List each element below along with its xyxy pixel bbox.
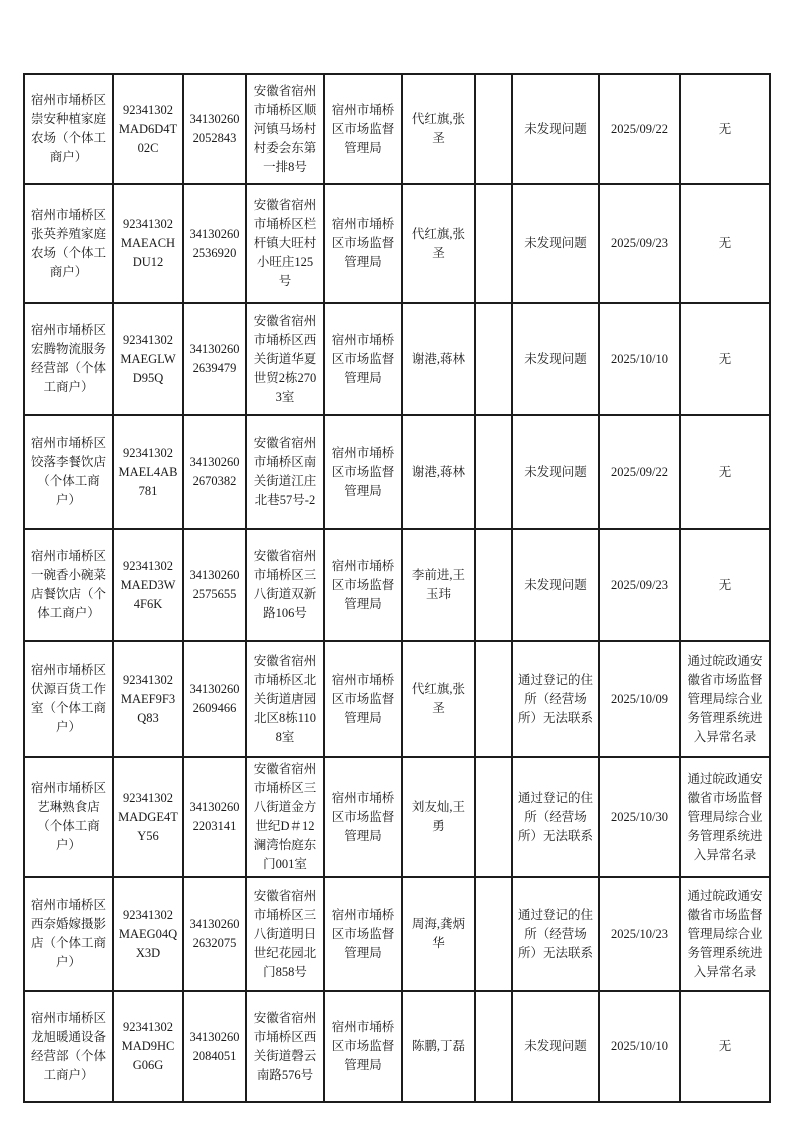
- cell-blank: [475, 74, 512, 184]
- cell-registration-number: 341302602670382: [183, 415, 246, 529]
- cell-inspection-authority: 宿州市埇桥区市场监督管理局: [324, 641, 402, 757]
- cell-business-name: 宿州市埇桥区艺琳熟食店（个体工商户）: [24, 757, 113, 877]
- cell-credit-code: 92341302MAEG04QX3D: [113, 877, 183, 991]
- cell-inspection-authority: 宿州市埇桥区市场监督管理局: [324, 184, 402, 303]
- cell-remark: 通过皖政通安徽省市场监督管理局综合业务管理系统进入异常名录: [680, 877, 770, 991]
- table-row: [24, 877, 770, 991]
- table-row: [24, 415, 770, 529]
- cell-registration-number: 341302602632075: [183, 877, 246, 991]
- cell-inspectors: 刘友灿,王勇: [402, 757, 475, 877]
- cell-inspection-authority: 宿州市埇桥区市场监督管理局: [324, 757, 402, 877]
- cell-inspection-date: 2025/10/30: [599, 757, 680, 877]
- cell-registration-number: 341302602536920: [183, 184, 246, 303]
- cell-inspection-date: 2025/09/22: [599, 415, 680, 529]
- cell-credit-code: 92341302MAD9HCG06G: [113, 991, 183, 1102]
- cell-blank: [475, 757, 512, 877]
- cell-business-name: 宿州市埇桥区一碗香小碗菜店餐饮店（个体工商户）: [24, 529, 113, 641]
- cell-credit-code: 92341302MAEL4AB781: [113, 415, 183, 529]
- cell-credit-code: 92341302MADGE4TY56: [113, 757, 183, 877]
- cell-blank: [475, 641, 512, 757]
- cell-address: 安徽省宿州市埇桥区顺河镇马场村村委会东第一排8号: [246, 74, 324, 184]
- cell-credit-code: 92341302MAEF9F3Q83: [113, 641, 183, 757]
- cell-inspection-result: 通过登记的住所（经营场所）无法联系: [512, 877, 599, 991]
- cell-credit-code: 92341302MAEACHDU12: [113, 184, 183, 303]
- cell-remark: 通过皖政通安徽省市场监督管理局综合业务管理系统进入异常名录: [680, 641, 770, 757]
- table-row: [24, 991, 770, 1102]
- cell-address: 安徽省宿州市埇桥区北关街道唐园北区8栋1108室: [246, 641, 324, 757]
- cell-inspection-date: 2025/09/22: [599, 74, 680, 184]
- cell-remark: 无: [680, 415, 770, 529]
- cell-blank: [475, 991, 512, 1102]
- cell-business-name: 宿州市埇桥区崇安种植家庭农场（个体工商户）: [24, 74, 113, 184]
- cell-inspection-result: 通过登记的住所（经营场所）无法联系: [512, 757, 599, 877]
- cell-inspectors: 陈鹏,丁磊: [402, 991, 475, 1102]
- cell-business-name: 宿州市埇桥区龙旭暖通设备经营部（个体工商户）: [24, 991, 113, 1102]
- cell-inspection-result: 未发现问题: [512, 415, 599, 529]
- cell-blank: [475, 415, 512, 529]
- cell-blank: [475, 303, 512, 415]
- cell-address: 安徽省宿州市埇桥区南关街道江庄北巷57号-2: [246, 415, 324, 529]
- cell-remark: 无: [680, 991, 770, 1102]
- cell-inspectors: 代红旗,张圣: [402, 184, 475, 303]
- cell-inspection-result: 未发现问题: [512, 303, 599, 415]
- cell-inspection-authority: 宿州市埇桥区市场监督管理局: [324, 303, 402, 415]
- inspection-results-table: [23, 73, 771, 1103]
- cell-inspection-date: 2025/10/10: [599, 991, 680, 1102]
- cell-business-name: 宿州市埇桥区西奈婚嫁摄影店（个体工商户）: [24, 877, 113, 991]
- cell-inspectors: 代红旗,张圣: [402, 641, 475, 757]
- cell-business-name: 宿州市埇桥区饺落李餐饮店（个体工商户）: [24, 415, 113, 529]
- cell-registration-number: 341302602203141: [183, 757, 246, 877]
- cell-address: 安徽省宿州市埇桥区西关街道磬云南路576号: [246, 991, 324, 1102]
- cell-address: 安徽省宿州市埇桥区三八街道双新路106号: [246, 529, 324, 641]
- cell-registration-number: 341302602609466: [183, 641, 246, 757]
- table-row: [24, 303, 770, 415]
- cell-blank: [475, 877, 512, 991]
- cell-remark: 无: [680, 303, 770, 415]
- cell-registration-number: 341302602052843: [183, 74, 246, 184]
- cell-remark: 通过皖政通安徽省市场监督管理局综合业务管理系统进入异常名录: [680, 757, 770, 877]
- cell-inspection-authority: 宿州市埇桥区市场监督管理局: [324, 529, 402, 641]
- table-row: [24, 641, 770, 757]
- cell-inspection-authority: 宿州市埇桥区市场监督管理局: [324, 74, 402, 184]
- cell-blank: [475, 529, 512, 641]
- cell-inspection-result: 未发现问题: [512, 529, 599, 641]
- cell-inspectors: 谢港,蒋林: [402, 303, 475, 415]
- cell-inspection-date: 2025/10/10: [599, 303, 680, 415]
- table-row: [24, 529, 770, 641]
- cell-address: 安徽省宿州市埇桥区三八街道明日世纪花园北门858号: [246, 877, 324, 991]
- cell-business-name: 宿州市埇桥区张英养殖家庭农场（个体工商户）: [24, 184, 113, 303]
- cell-inspection-authority: 宿州市埇桥区市场监督管理局: [324, 415, 402, 529]
- cell-inspection-date: 2025/09/23: [599, 184, 680, 303]
- cell-remark: 无: [680, 74, 770, 184]
- cell-inspection-authority: 宿州市埇桥区市场监督管理局: [324, 877, 402, 991]
- cell-inspection-result: 未发现问题: [512, 991, 599, 1102]
- cell-address: 安徽省宿州市埇桥区栏杆镇大旺村小旺庄125号: [246, 184, 324, 303]
- cell-registration-number: 341302602575655: [183, 529, 246, 641]
- cell-inspection-date: 2025/10/09: [599, 641, 680, 757]
- cell-remark: 无: [680, 184, 770, 303]
- cell-inspectors: 代红旗,张圣: [402, 74, 475, 184]
- cell-inspection-result: 通过登记的住所（经营场所）无法联系: [512, 641, 599, 757]
- cell-inspection-authority: 宿州市埇桥区市场监督管理局: [324, 991, 402, 1102]
- cell-address: 安徽省宿州市埇桥区西关街道华夏世贸2栋2703室: [246, 303, 324, 415]
- cell-inspection-result: 未发现问题: [512, 184, 599, 303]
- cell-blank: [475, 184, 512, 303]
- cell-inspection-result: 未发现问题: [512, 74, 599, 184]
- cell-credit-code: 92341302MAEGLWD95Q: [113, 303, 183, 415]
- cell-business-name: 宿州市埇桥区伏源百货工作室（个体工商户）: [24, 641, 113, 757]
- cell-credit-code: 92341302MAED3W4F6K: [113, 529, 183, 641]
- table-row: [24, 74, 770, 184]
- cell-credit-code: 92341302MAD6D4T02C: [113, 74, 183, 184]
- cell-inspectors: 李前进,王玉玮: [402, 529, 475, 641]
- cell-inspectors: 谢港,蒋林: [402, 415, 475, 529]
- cell-inspectors: 周海,龚炳华: [402, 877, 475, 991]
- cell-business-name: 宿州市埇桥区宏腾物流服务经营部（个体工商户）: [24, 303, 113, 415]
- table-row: [24, 757, 770, 877]
- cell-inspection-date: 2025/10/23: [599, 877, 680, 991]
- cell-remark: 无: [680, 529, 770, 641]
- cell-registration-number: 341302602084051: [183, 991, 246, 1102]
- cell-address: 安徽省宿州市埇桥区三八街道金方世纪D＃12澜湾怡庭东门001室: [246, 757, 324, 877]
- cell-registration-number: 341302602639479: [183, 303, 246, 415]
- table-row: [24, 184, 770, 303]
- cell-inspection-date: 2025/09/23: [599, 529, 680, 641]
